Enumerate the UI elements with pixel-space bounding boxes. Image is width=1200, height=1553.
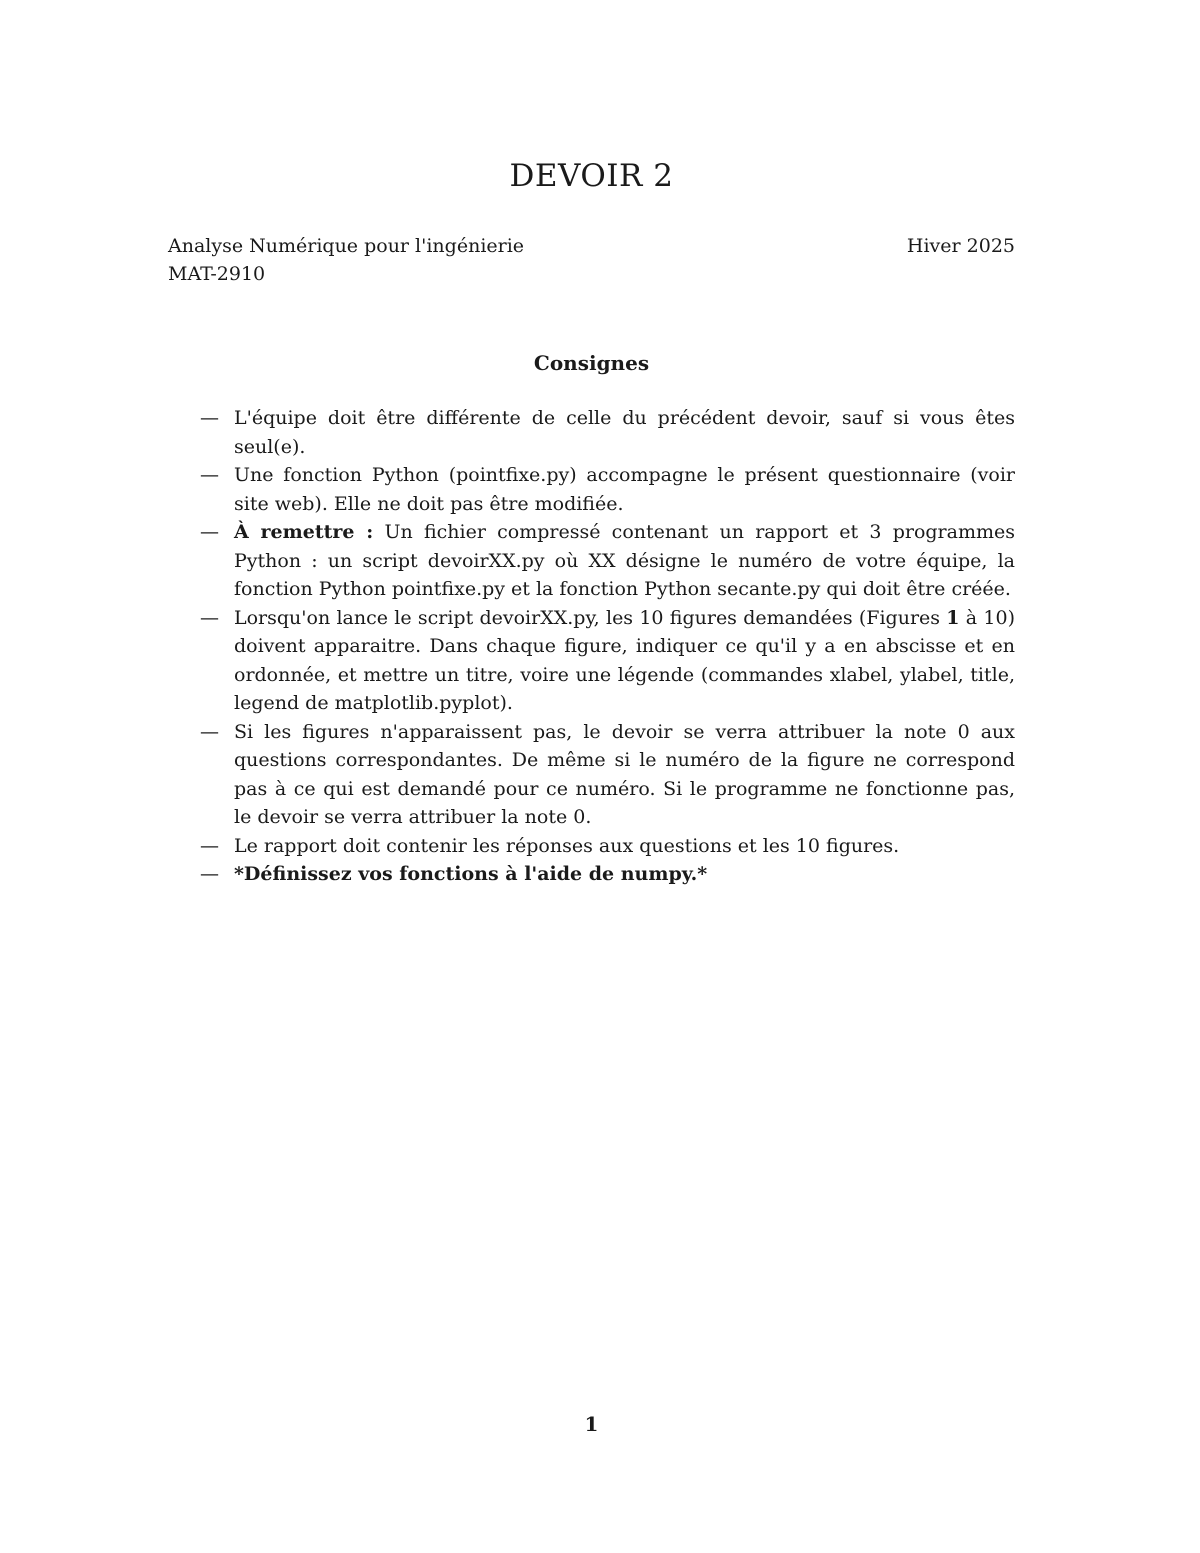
instruction-bold-text: *Définissez vos fonctions à l'aide de numpy.* xyxy=(234,863,708,885)
instruction-text: Un fichier compressé contenant un rapport et 3 programmes Python : un script devoirXX.py où XX désigne le numéro de votre équipe, la fonction Python pointfixe.py et la fonction Python secante.py qui doit être créée. xyxy=(234,521,1015,600)
instruction-item xyxy=(200,461,1015,518)
dash-bullet: — xyxy=(200,720,219,743)
dash-bullet: — xyxy=(200,834,219,857)
document-title: DEVOIR 2 xyxy=(509,158,674,194)
dash-bullet: — xyxy=(200,521,219,543)
course-code-row xyxy=(168,260,1015,288)
instruction-item xyxy=(200,832,1015,861)
course-code: MAT-2910 xyxy=(168,263,266,285)
instruction-text: L'équipe doit être différente de celle du précédent devoir, sauf si vous êtes seul(e). xyxy=(234,407,1015,458)
instruction-item xyxy=(200,404,1015,461)
section-title: Consignes xyxy=(533,351,650,375)
instruction-bold-figure-number: 1 xyxy=(946,606,960,629)
instruction-text: Le rapport doit contenir les réponses aux questions et les 10 figures. xyxy=(234,834,900,857)
dash-bullet: — xyxy=(200,606,219,629)
instruction-text: Une fonction Python (pointfixe.py) accompagne le présent questionnaire (voir site web). Elle ne doit pas être modifiée. xyxy=(234,464,1015,515)
course-name: Analyse Numérique pour l'ingénierie xyxy=(168,235,525,257)
instructions-list xyxy=(200,404,1015,889)
instruction-item xyxy=(200,860,1015,889)
course-header-row xyxy=(168,232,1015,260)
instruction-text-after: à 10) doivent apparaitre. Dans chaque figure, indiquer ce qu'il y a en abscisse et en ordonnée, et mettre un titre, voire une légende (commandes xlabel, ylabel, title, legend de matplotlib.pyplot). xyxy=(234,606,1015,714)
instruction-item xyxy=(200,518,1015,604)
page-number: 1 xyxy=(584,1412,599,1436)
dash-bullet: — xyxy=(200,407,219,429)
instruction-text: Si les figures n'apparaissent pas, le devoir se verra attribuer la note 0 aux questions correspondantes. De même si le numéro de la figure ne correspond pas à ce qui est demandé pour ce numéro. Si le programme ne fonctionne pas, le devoir se verra attribuer la note 0. xyxy=(234,720,1015,828)
dash-bullet: — xyxy=(200,464,219,486)
instruction-item xyxy=(200,718,1015,832)
instruction-bold-prefix: À remettre : xyxy=(234,521,374,543)
term: Hiver 2025 xyxy=(906,235,1015,257)
dash-bullet: — xyxy=(200,863,219,885)
instruction-text-before: Lorsqu'on lance le script devoirXX.py, les 10 figures demandées (Figures xyxy=(234,606,947,629)
instruction-item xyxy=(200,604,1015,718)
